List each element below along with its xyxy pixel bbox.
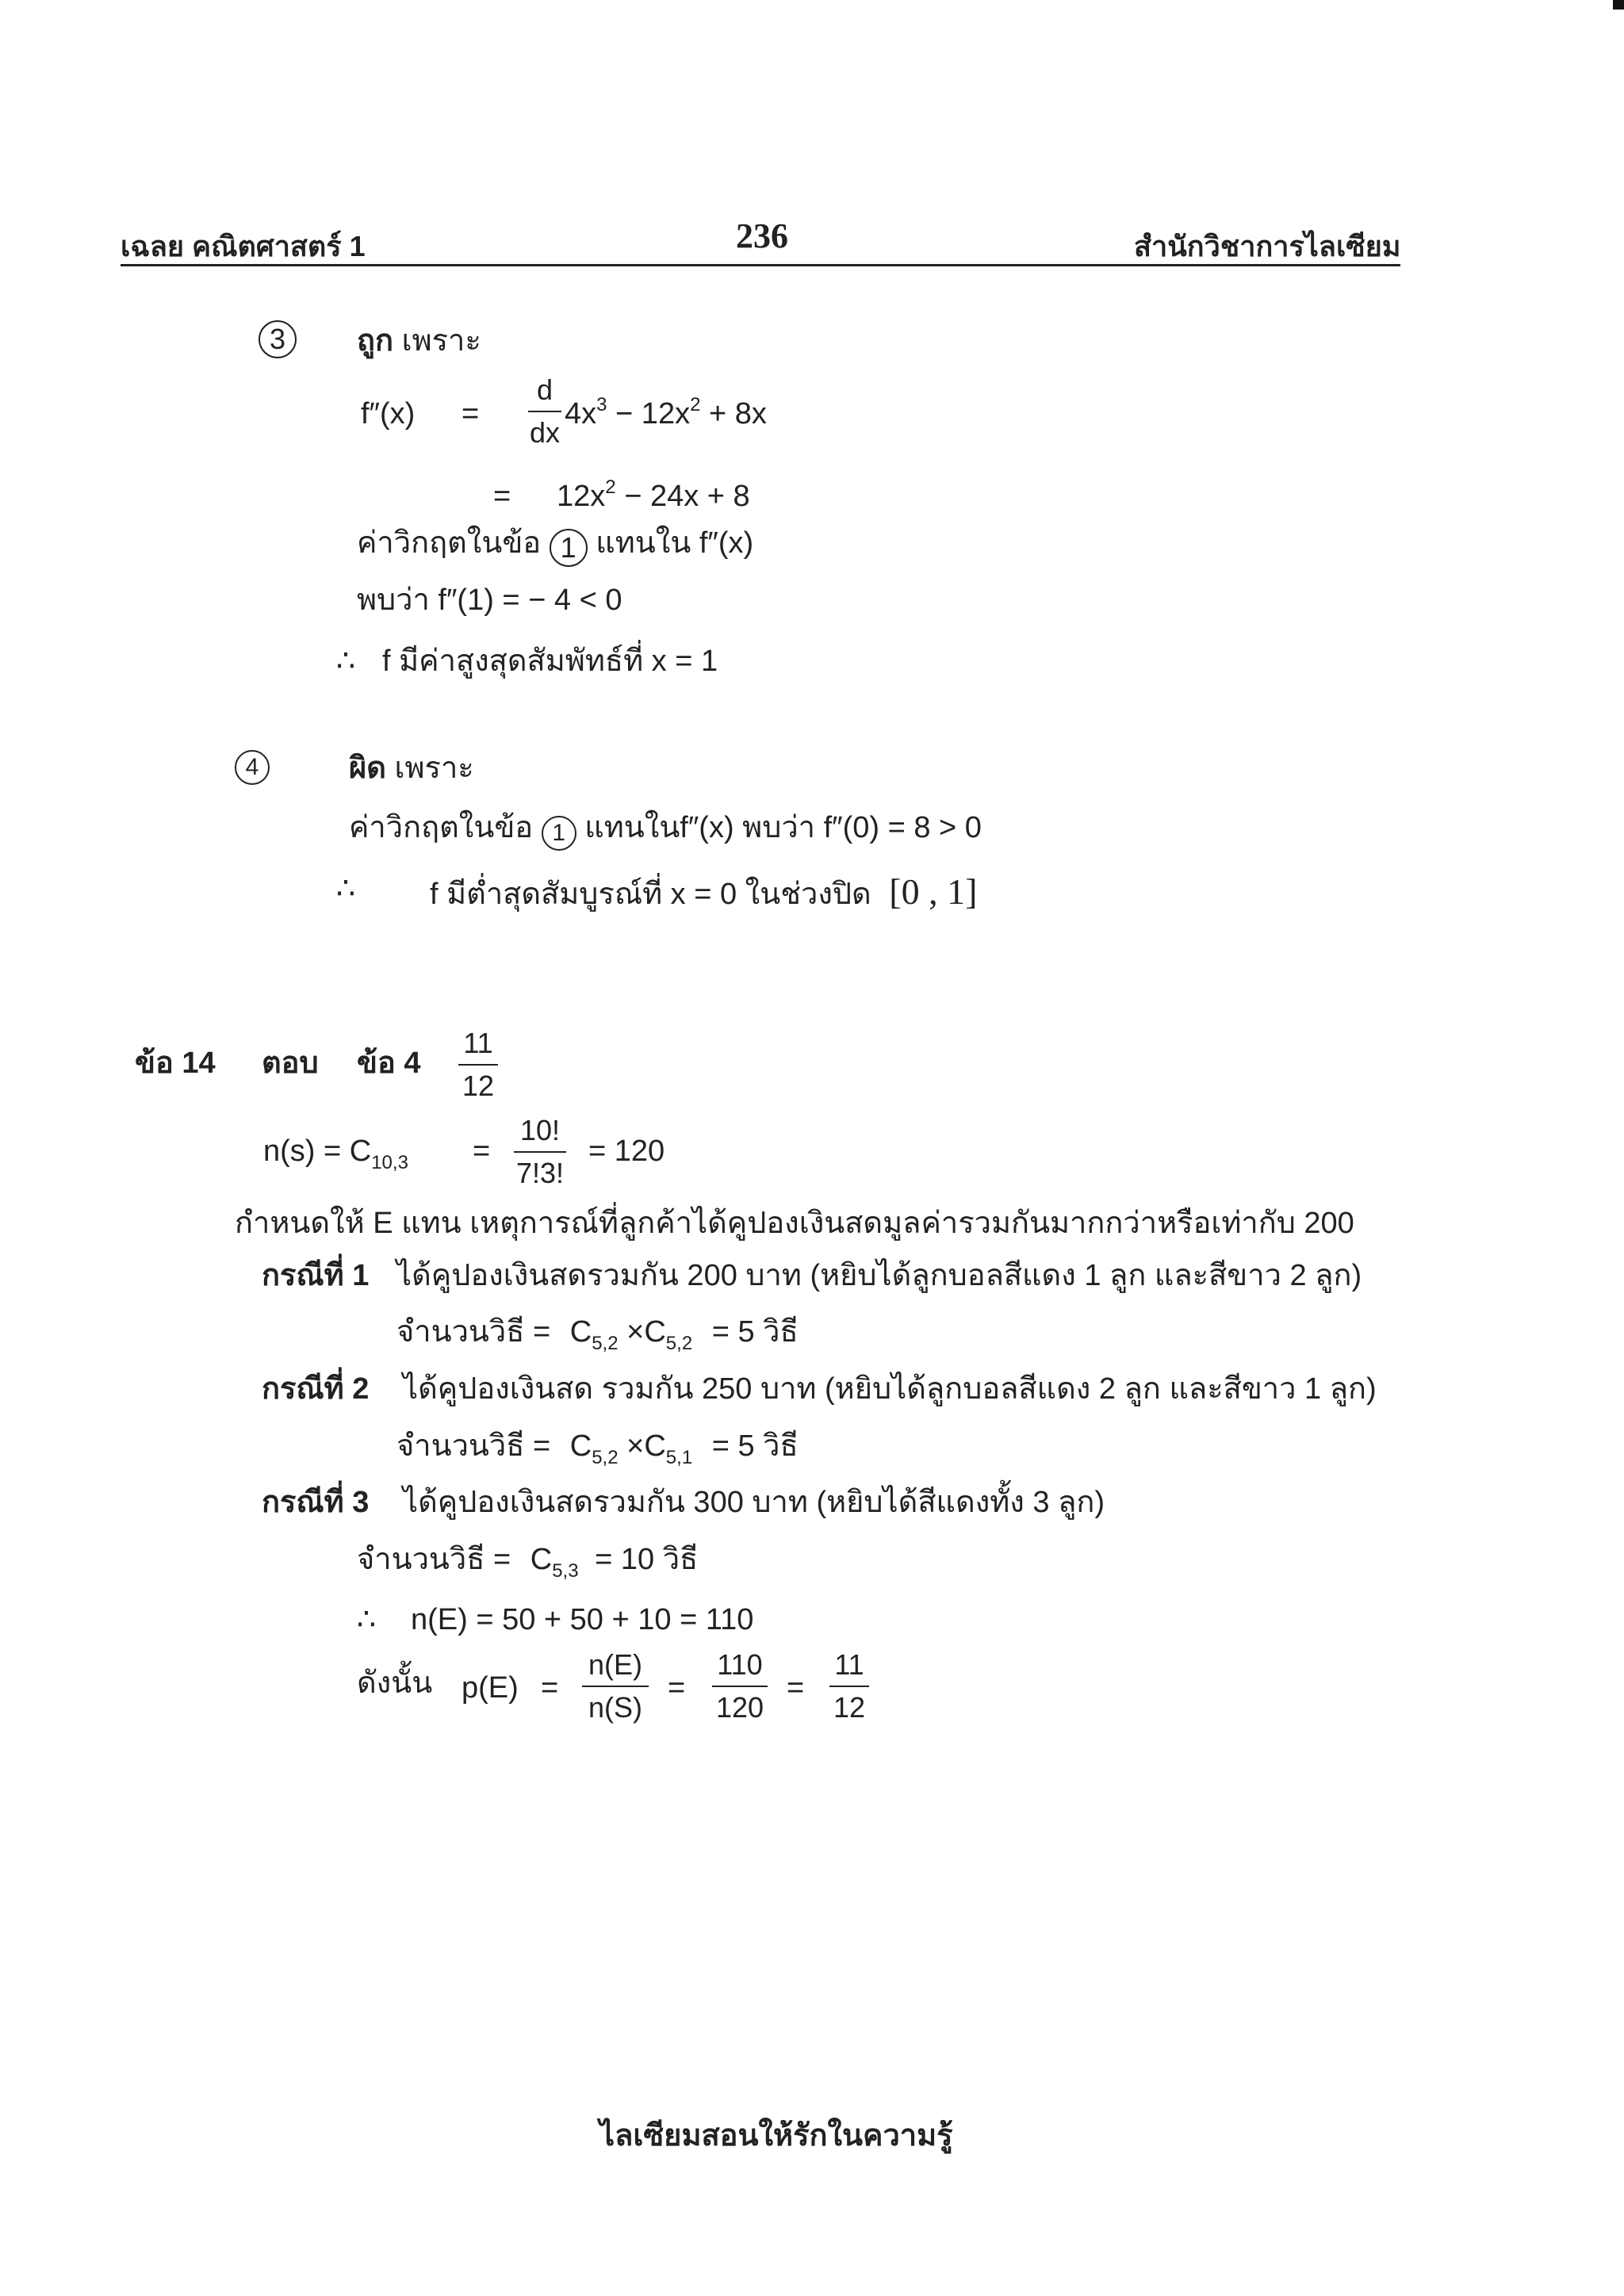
item4-verdict-line: ผิด เพราะ [349, 752, 474, 785]
answer-label: ตอบ [262, 1047, 319, 1080]
event-count-line: n(E) = 50 + 50 + 10 = 110 [411, 1603, 754, 1636]
closed-interval: [0 , 1] [889, 871, 978, 912]
item4-conclusion-line: f มีต่ำสุดสัมบูรณ์ที่ x = 0 ในช่วงปิด [0 , 1] [430, 871, 978, 912]
footer-motto: ไลเซียมสอนให้รักในความรู้ [599, 2119, 953, 2152]
sample-space-lhs: $n(s) = C_{10,3}$ [263, 1135, 408, 1173]
therefore-symbol: ∴ [336, 645, 356, 678]
probability-fraction-1: n(E) n(S) [582, 1651, 649, 1722]
hence-label: ดังนั้น [357, 1667, 433, 1700]
case-1-label: กรณีที่ 1 [262, 1259, 370, 1292]
case-2-label: กรณีที่ 2 [262, 1372, 370, 1406]
therefore-symbol: ∴ [336, 872, 356, 905]
case-3-count: จำนวนวิธี = $C_{5,3} = 10$ วิธี [357, 1543, 699, 1582]
equals-sign: = [462, 397, 480, 430]
sample-space-result: = 120 [588, 1135, 665, 1168]
sample-space-fraction: 10! 7!3! [514, 1116, 566, 1188]
case-3-description: ได้คูปองเงินสดรวมกัน 300 บาท (หยิบได้สีแดงทั้ง 3 ลูก) [403, 1486, 1105, 1519]
case-2-description: ได้คูปองเงินสด รวมกัน 250 บาท (หยิบได้ลูกบอลสีแดง 2 ลูก และสีขาว 1 ลูก) [403, 1372, 1377, 1406]
item3-verdict-line: ถูก เพราะ [357, 324, 481, 358]
scan-corner-mark [1613, 0, 1624, 10]
item4-critical-line: ค่าวิกฤตในข้อ 1 แทนในf″(x) พบว่า f″(0) = 8 > 0 [349, 813, 982, 851]
event-definition: กำหนดให้ E แทน เหตุการณ์ที่ลูกค้าได้คูปองเงินสดมูลค่ารวมกันมากกว่าหรือเท่ากับ 200 [235, 1207, 1354, 1240]
fpp-label: f″(x) [361, 397, 416, 430]
circled-1-marker: 1 [542, 816, 576, 851]
header-left: เฉลย คณิตศาสตร์ 1 [121, 230, 366, 262]
choice-label: ข้อ 4 [357, 1047, 421, 1080]
probability-fraction-2: 110 120 [712, 1651, 768, 1722]
case-1-description: ได้คูปองเงินสดรวมกัน 200 บาท (หยิบได้ลูกบอลสีแดง 1 ลูก และสีขาว 2 ลูก) [396, 1259, 1362, 1292]
answer-fraction: 11 12 [458, 1029, 498, 1100]
equals-sign: = [668, 1671, 686, 1705]
case-1-count: จำนวนวิธี = $C_{5,2} \times C_{5,2} = 5$ วิธี [396, 1315, 799, 1354]
found-line: พบว่า f″(1) = − 4 < 0 [357, 584, 622, 617]
critical-value-line: ค่าวิกฤตในข้อ 1 แทนใน f″(x) [357, 528, 753, 567]
header-rule [121, 264, 1400, 266]
page-number: 236 [736, 216, 788, 255]
d-dx-fraction: d dx [529, 373, 561, 449]
circled-1-marker: 1 [550, 529, 588, 567]
circled-3-marker: 3 [259, 320, 297, 358]
header-right: สำนักวิชาการไลเซียม [1134, 230, 1401, 262]
case-3-label: กรณีที่ 3 [262, 1486, 370, 1519]
equals-sign: = [541, 1671, 559, 1705]
equals-sign: = [787, 1671, 805, 1705]
case-2-count: จำนวนวิธี = $C_{5,2} \times C_{5,1} = 5$ วิธี [396, 1429, 799, 1468]
therefore-symbol: ∴ [357, 1603, 377, 1636]
question-label: ข้อ 14 [135, 1047, 216, 1080]
probability-label: p(E) [462, 1671, 519, 1705]
equals-sign: = [493, 480, 511, 513]
equals-sign: = [473, 1135, 491, 1168]
probability-fraction-3: 11 12 [829, 1651, 869, 1722]
second-derivative-result: $12x^2 - 24x + 8$ [557, 476, 750, 513]
circled-4-marker: 4 [235, 750, 270, 785]
derivative-expression: $4x^3 - 12x^2 + 8x$ [565, 394, 767, 430]
conclusion-line: f มีค่าสูงสุดสัมพัทธ์ที่ x = 1 [382, 645, 718, 678]
